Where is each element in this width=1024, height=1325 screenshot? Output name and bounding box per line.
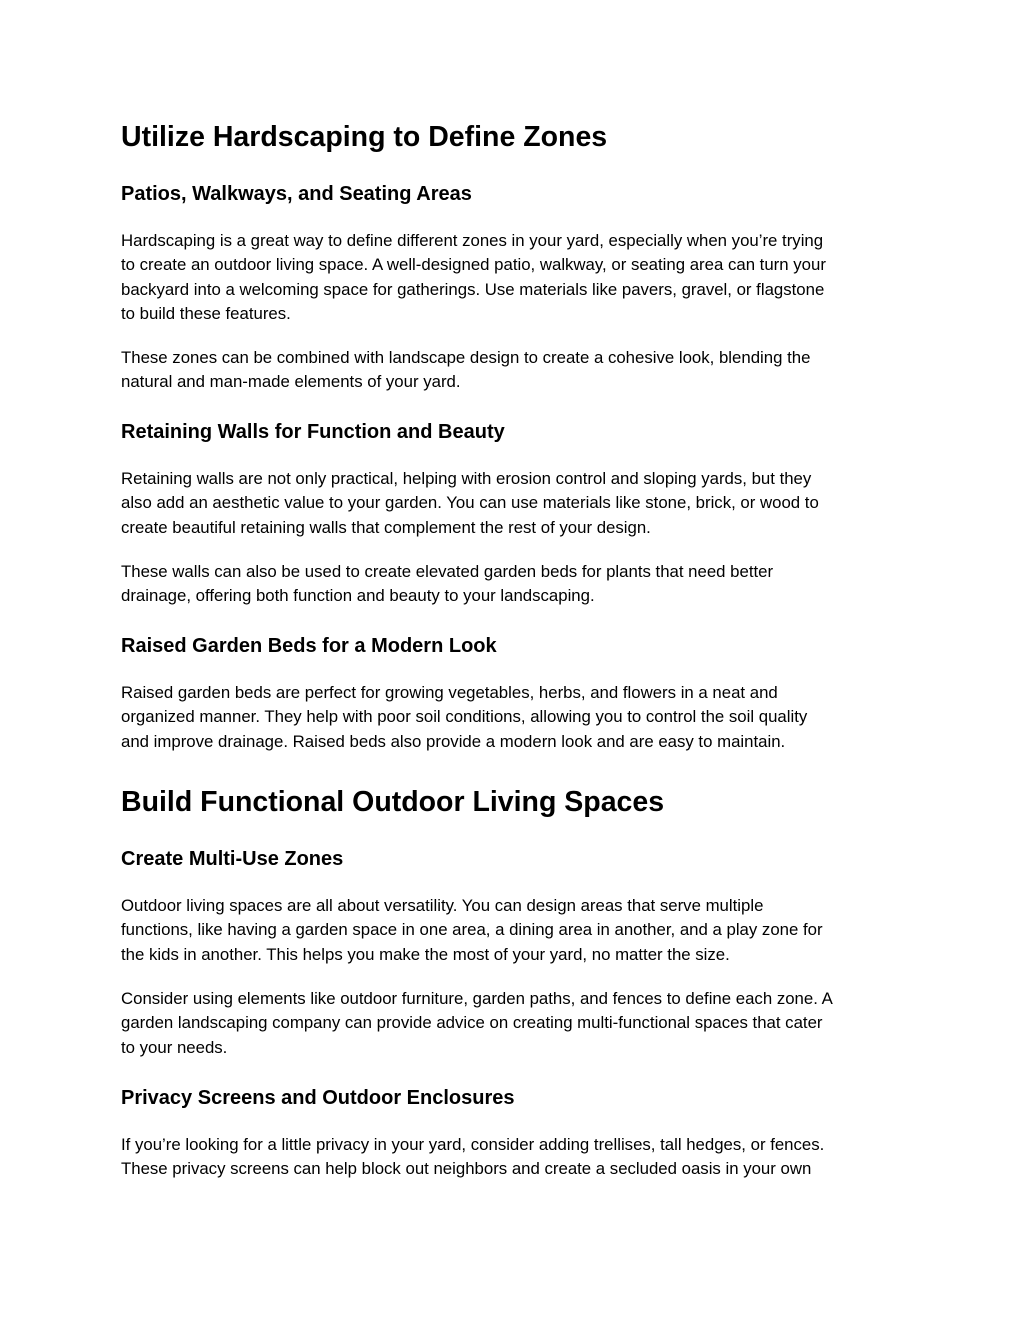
text-line: Hardscaping is a great way to define different zones in your yard, especially when you’re trying	[121, 231, 824, 250]
text-line: If you’re looking for a little privacy in your yard, consider adding trellises, tall hedges, or fences.	[121, 1135, 825, 1154]
text-line: the kids in another. This helps you make the most of your yard, no matter the size.	[121, 944, 730, 964]
text-line: These zones can be combined with landscape design to create a cohesive look, blending the	[121, 348, 811, 367]
text-line: Consider using elements like outdoor furniture, garden paths, and fences to define each zone. A	[121, 989, 833, 1008]
paragraph-zones-combined	[121, 346, 911, 395]
text-line: backyard into a welcoming space for gatherings. Use materials like pavers, gravel, or flagstone	[121, 279, 825, 299]
text-line: Retaining walls are not only practical, helping with erosion control and sloping yards, but they	[121, 469, 812, 488]
section-heading-hardscaping: Utilize Hardscaping to Define Zones	[121, 121, 608, 153]
text-line: create beautiful retaining walls that complement the rest of your design.	[121, 517, 651, 537]
paragraph-elevated-beds	[121, 560, 911, 609]
paragraph-versatility	[121, 894, 911, 967]
section-heading-outdoor-living: Build Functional Outdoor Living Spaces	[121, 786, 665, 818]
text-line: These walls can also be used to create elevated garden beds for plants that need better	[121, 562, 774, 581]
paragraph-retaining-walls	[121, 467, 911, 540]
subheading-patios: Patios, Walkways, and Seating Areas	[121, 183, 472, 205]
subheading-privacy-screens: Privacy Screens and Outdoor Enclosures	[121, 1087, 515, 1109]
text-line: also add an aesthetic value to your garden. You can use materials like stone, brick, or wood to	[121, 493, 819, 513]
text-line: organized manner. They help with poor soil conditions, allowing you to control the soil quality	[121, 707, 808, 727]
text-line: Outdoor living spaces are all about versatility. You can design areas that serve multiple	[121, 896, 764, 915]
text-line: to create an outdoor living space. A well-designed patio, walkway, or seating area can turn your	[121, 255, 826, 275]
text-line: Raised garden beds are perfect for growing vegetables, herbs, and flowers in a neat and	[121, 683, 778, 702]
subheading-retaining-walls: Retaining Walls for Function and Beauty	[121, 421, 505, 443]
text-line: to build these features.	[121, 303, 291, 323]
text-line: natural and man-made elements of your yard.	[121, 372, 461, 392]
text-line: to your needs.	[121, 1037, 228, 1057]
paragraph-privacy	[121, 1133, 911, 1182]
text-line: garden landscaping company can provide advice on creating multi-functional spaces that cater	[121, 1013, 823, 1033]
paragraph-hardscaping-intro	[121, 229, 911, 326]
subheading-raised-beds: Raised Garden Beds for a Modern Look	[121, 635, 497, 657]
text-line: These privacy screens can help block out neighbors and create a secluded oasis in your own	[121, 1159, 812, 1179]
text-line: functions, like having a garden space in one area, a dining area in another, and a play zone for	[121, 920, 823, 940]
subheading-multi-use-zones: Create Multi-Use Zones	[121, 848, 344, 870]
text-line: and improve drainage. Raised beds also provide a modern look and are easy to maintain.	[121, 731, 786, 751]
paragraph-raised-beds	[121, 681, 911, 754]
paragraph-define-each-zone	[121, 987, 911, 1060]
text-line: drainage, offering both function and beauty to your landscaping.	[121, 586, 595, 606]
